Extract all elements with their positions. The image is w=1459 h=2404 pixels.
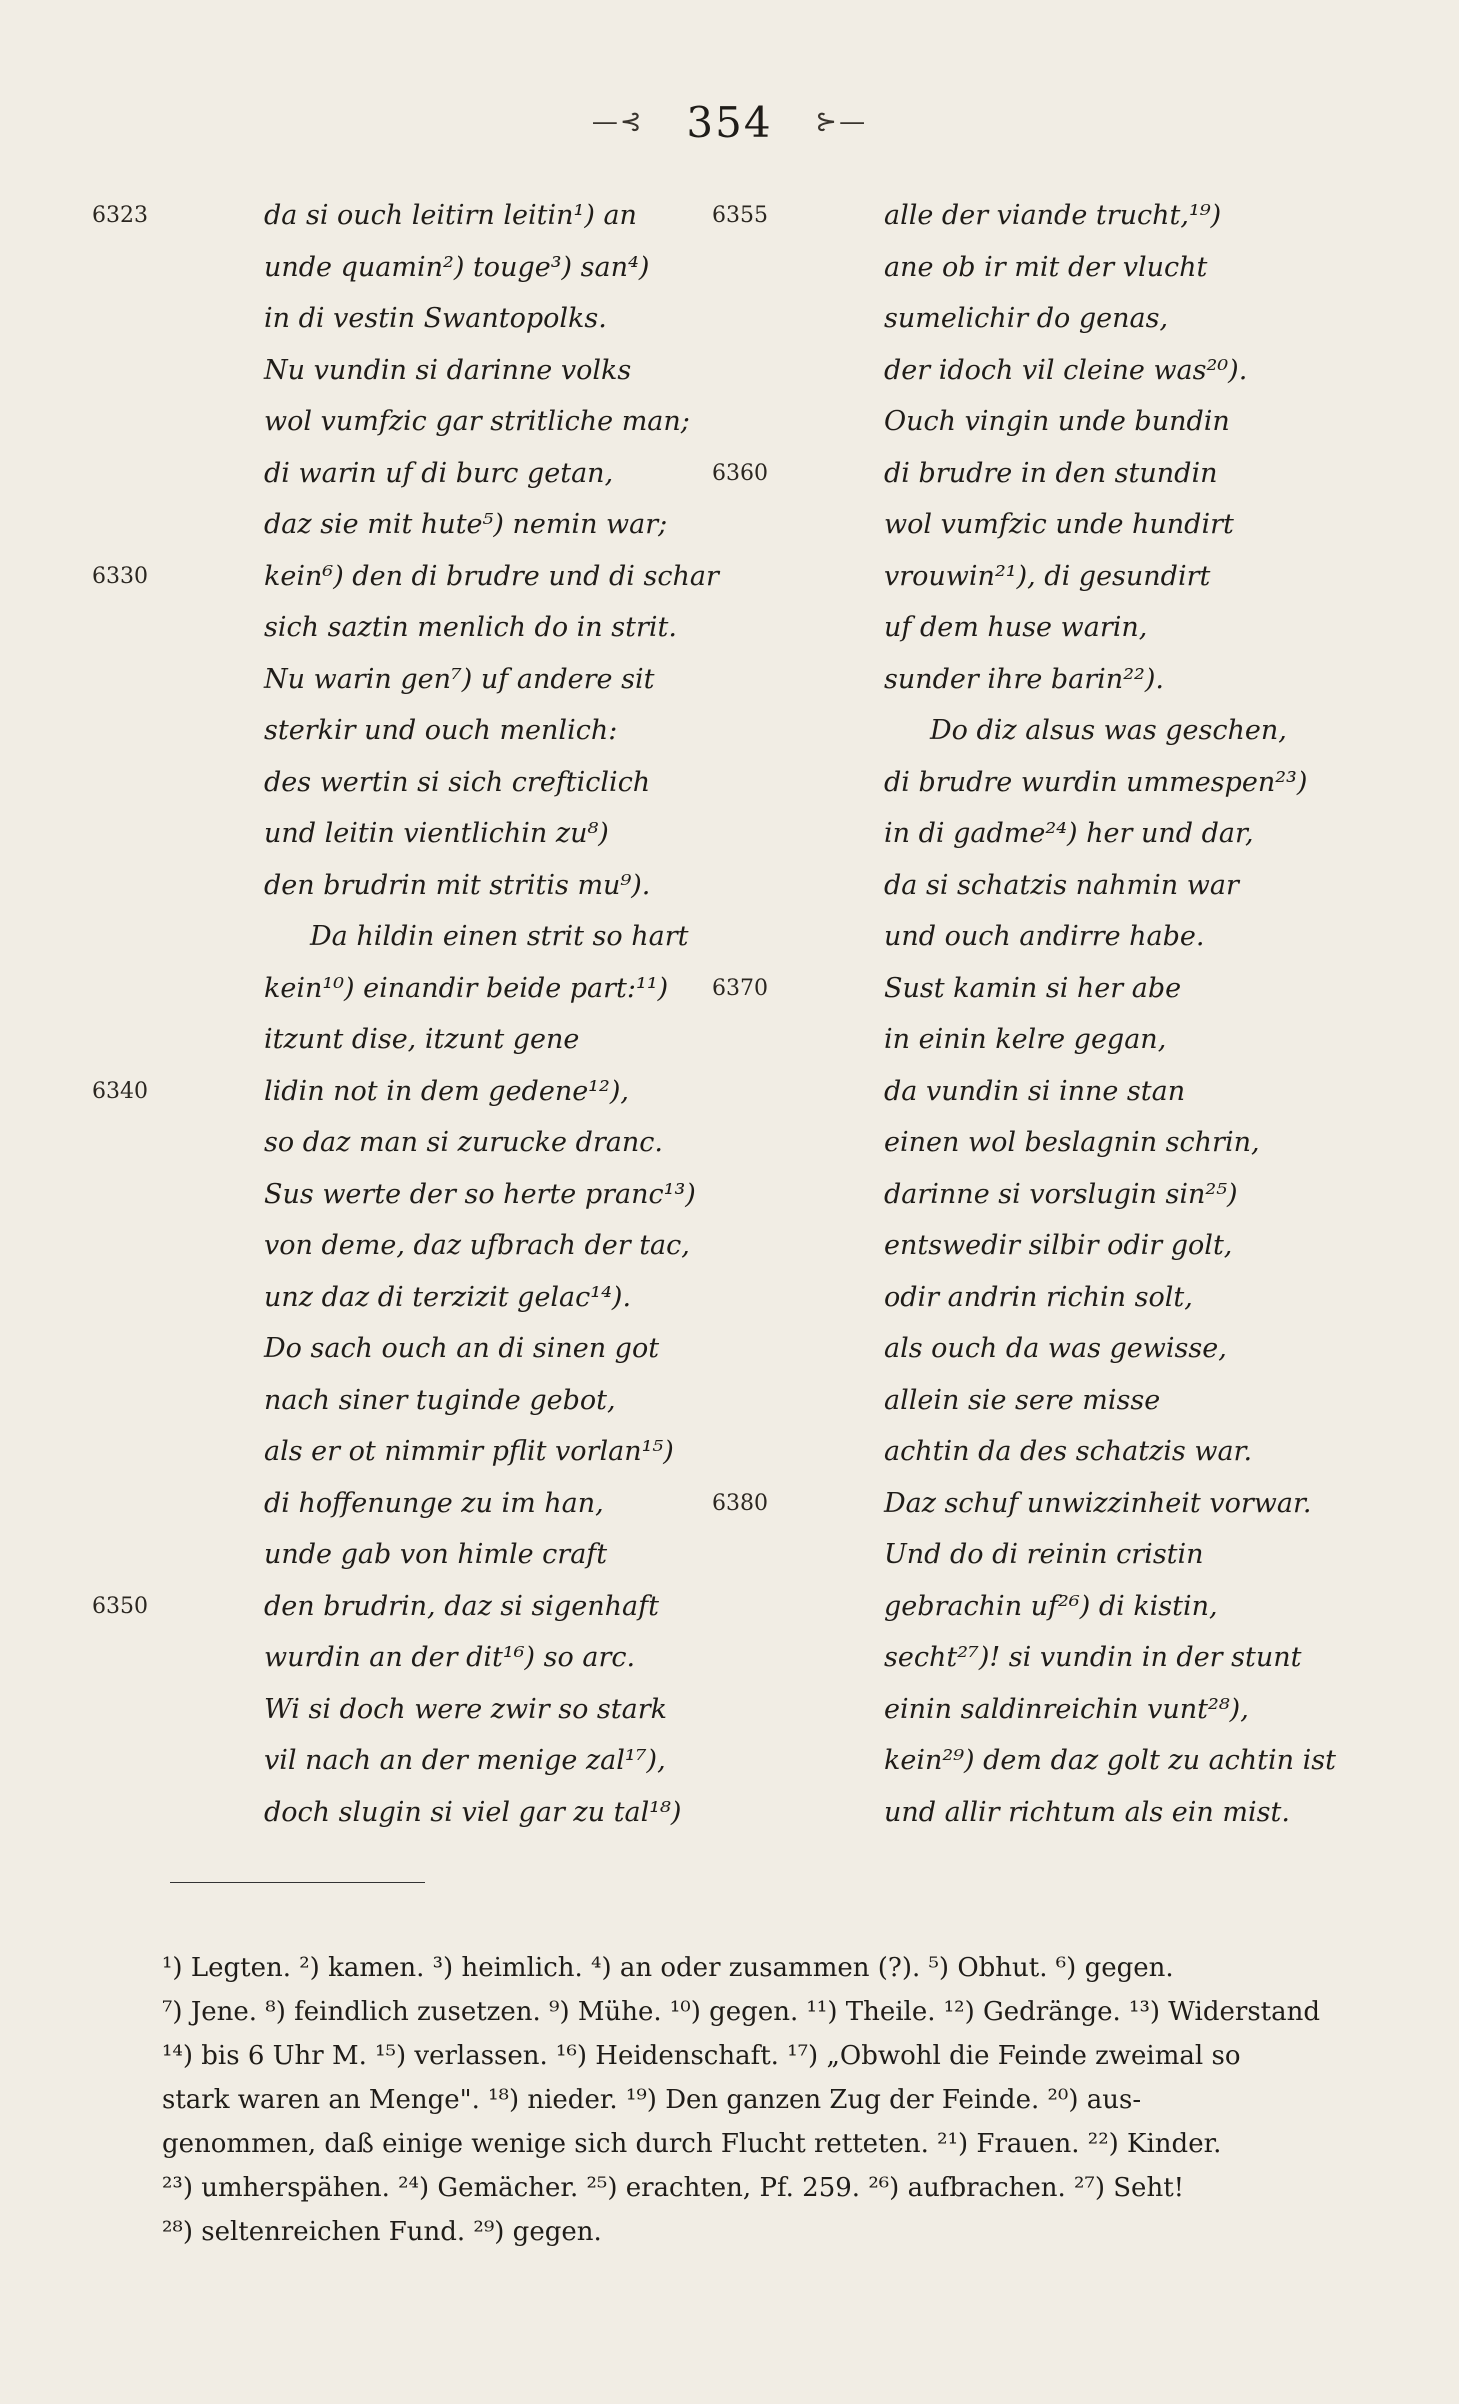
verse-text: Do sach ouch an di sinen got xyxy=(264,1333,660,1364)
verse-line xyxy=(800,1117,1400,1169)
verse-line xyxy=(92,1066,740,1118)
verse-line xyxy=(800,602,1400,654)
verse-text: darinne si vorslugin sin²⁵) xyxy=(884,1178,1238,1210)
verse-text: wol vumfzic unde hundirt xyxy=(884,509,1234,540)
verse-text: Daz schuf unwizzinheit vorwar. xyxy=(884,1487,1312,1519)
verse-text: und ouch andirre habe. xyxy=(884,921,1205,952)
verse-line xyxy=(800,345,1400,397)
verse-text: allein sie sere misse xyxy=(884,1384,1161,1416)
verse-text: sumelichir do genas, xyxy=(884,303,1169,334)
verse-text: des wertin si sich crefticlich xyxy=(264,766,651,798)
verse-line xyxy=(180,911,740,963)
verse-line xyxy=(180,1529,740,1581)
verse-text: lidin not in dem gedene¹²), xyxy=(264,1075,629,1107)
verse-line xyxy=(92,1581,740,1633)
verse-text: alle der viande trucht,¹⁹) xyxy=(884,200,1222,231)
line-number: 6330 xyxy=(92,563,148,589)
verse-text: daz sie mit hute⁵) nemin war; xyxy=(264,509,668,540)
verse-text: kein²⁹) dem daz golt zu achtin ist xyxy=(884,1745,1336,1776)
verse-line xyxy=(800,1375,1400,1427)
verse-line xyxy=(180,1478,740,1530)
verse-text: di brudre in den stundin xyxy=(884,457,1218,489)
verse-line xyxy=(180,757,740,809)
verse-line xyxy=(800,705,1400,757)
verse-line xyxy=(800,1581,1400,1633)
verse-text: als er ot nimmir pflit vorlan¹⁵) xyxy=(264,1436,674,1467)
verse-line xyxy=(180,448,740,500)
verse-line xyxy=(180,1735,740,1787)
verse-text: in di gadme²⁴) her und dar, xyxy=(884,818,1254,849)
left-ornament: —⊰ xyxy=(591,107,644,137)
verse-text: und leitin vientlichin zu⁸) xyxy=(264,818,609,849)
verse-line xyxy=(800,499,1400,551)
verse-text: di brudre wurdin ummespen²³) xyxy=(884,766,1308,798)
verse-text: di hoffenunge zu im han, xyxy=(264,1487,604,1519)
verse-text: Nu vundin si darinne volks xyxy=(264,354,632,386)
verse-line xyxy=(712,963,1400,1015)
verse-text: kein⁶) den di brudre und di schar xyxy=(264,560,719,592)
verse-line xyxy=(800,551,1400,603)
verse-text: unde gab von himle craft xyxy=(264,1539,608,1570)
verse-text: als ouch da was gewisse, xyxy=(884,1333,1227,1364)
left-verse-column xyxy=(92,190,740,1838)
verse-text: unde quamin²) tougе³) san⁴) xyxy=(264,251,650,283)
verse-text: und allir richtum als ein mist. xyxy=(884,1796,1290,1828)
verse-text: achtin da des schatzis war. xyxy=(884,1436,1253,1467)
verse-text: in einin kelre gegan, xyxy=(884,1024,1167,1055)
right-verse-column xyxy=(712,190,1400,1838)
verse-line xyxy=(180,705,740,757)
verse-text: Und do di reinin cristin xyxy=(884,1539,1204,1570)
verse-line xyxy=(180,1426,740,1478)
footnote-line: ⁷) Jene. ⁸) feindlich zusetzen. ⁹) Mühe. ¹⁰) gegen. ¹¹) Theile. ¹²) Gedränge. ¹³) Widerstand xyxy=(162,1997,1321,2027)
verse-text: vil nach an der menige zal¹⁷), xyxy=(264,1745,666,1776)
verse-line xyxy=(800,242,1400,294)
verse-text: der idoch vil cleine was²⁰). xyxy=(884,354,1248,386)
verse-line xyxy=(180,1684,740,1736)
verse-line xyxy=(180,1117,740,1169)
verse-text: von deme, daz ufbrach der tac, xyxy=(264,1230,690,1261)
verse-text: Wi si doch were zwir so stark xyxy=(264,1693,667,1725)
verse-text: gebrachin uf²⁶) di kistin, xyxy=(884,1590,1218,1622)
verse-text: einin saldinreichin vunt²⁸), xyxy=(884,1693,1249,1725)
verse-text: ane ob ir mit der vlucht xyxy=(884,251,1208,283)
verse-text: einen wol beslagnin schrin, xyxy=(884,1127,1260,1158)
verse-text: doch slugin si viel gar zu tal¹⁸) xyxy=(264,1796,682,1828)
verse-line xyxy=(180,1375,740,1427)
verse-line xyxy=(180,242,740,294)
verse-line xyxy=(180,860,740,912)
verse-text: Da hildin einen strit so hart xyxy=(310,921,689,952)
verse-line xyxy=(180,1272,740,1324)
verse-line xyxy=(800,1169,1400,1221)
verse-line xyxy=(180,396,740,448)
line-number: 6370 xyxy=(712,975,768,1001)
verse-text: nach siner tuginde gebot, xyxy=(264,1384,616,1416)
verse-line xyxy=(180,963,740,1015)
verse-text: in di vestin Swantopolks. xyxy=(264,303,607,334)
footnote-line: genommen, daß einige wenige sich durch Flucht retteten. ²¹) Frauen. ²²) Kinder. xyxy=(162,2129,1222,2159)
verse-text: den brudrin, daz si sigenhaft xyxy=(264,1590,659,1622)
verse-text: entswedir silbir odir golt, xyxy=(884,1230,1233,1261)
verse-text: sich saztin menlich do in strit. xyxy=(264,612,677,643)
footnote-line: ¹) Legten. ²) kamen. ³) heimlich. ⁴) an oder zusammen (?). ⁵) Obhut. ⁶) gegen. xyxy=(162,1953,1174,1983)
footnote-line: ²³) umherspähen. ²⁴) Gemächer. ²⁵) erachten, Pf. 259. ²⁶) aufbrachen. ²⁷) Seht! xyxy=(162,2173,1185,2203)
line-number: 6323 xyxy=(92,203,148,228)
verse-text: wol vumfzic gar stritliche man; xyxy=(264,406,690,437)
verse-line xyxy=(180,602,740,654)
verse-line xyxy=(180,345,740,397)
verse-line xyxy=(800,1272,1400,1324)
verse-line xyxy=(800,293,1400,345)
verse-line xyxy=(800,1220,1400,1272)
line-number: 6340 xyxy=(92,1078,148,1104)
verse-line xyxy=(180,499,740,551)
right-ornament: ⊱— xyxy=(815,107,868,137)
footnote-line: stark waren an Menge". ¹⁸) nieder. ¹⁹) Den ganzen Zug der Feinde. ²⁰) aus- xyxy=(162,2085,1142,2115)
line-number: 6380 xyxy=(712,1490,768,1516)
line-number: 6355 xyxy=(712,203,768,228)
verse-text: kein¹⁰) einandir beide part:¹¹) xyxy=(264,972,669,1004)
verse-line xyxy=(712,190,1400,242)
verse-line xyxy=(180,1632,740,1684)
verse-line xyxy=(180,808,740,860)
verse-line xyxy=(92,551,740,603)
verse-text: vrouwin²¹), di gesundirt xyxy=(884,560,1211,592)
footnote-line: ²⁸) seltenreichen Fund. ²⁹) gegen. xyxy=(162,2217,602,2247)
verse-line xyxy=(800,911,1400,963)
footnote-separator xyxy=(170,1882,425,1883)
verse-line xyxy=(712,1478,1400,1530)
verse-line xyxy=(800,654,1400,706)
verse-text: so daz man si zurucke dranc. xyxy=(264,1127,663,1158)
verse-text: Nu warin gen⁷) uf andere sit xyxy=(264,663,655,695)
verse-line xyxy=(800,1426,1400,1478)
verse-text: unz daz di terzizit gelac¹⁴). xyxy=(264,1281,632,1313)
verse-line xyxy=(180,1220,740,1272)
footnotes xyxy=(162,1946,1390,2254)
verse-text: den brudrin mit stritis mu⁹). xyxy=(264,869,651,901)
verse-line xyxy=(180,654,740,706)
verse-line xyxy=(92,190,740,242)
verse-text: wurdin an der dit¹⁶) so arc. xyxy=(264,1642,636,1673)
verse-line xyxy=(800,1684,1400,1736)
verse-text: secht²⁷)! si vundin in der stunt xyxy=(884,1642,1302,1673)
verse-text: Do diz alsus was geschen, xyxy=(930,715,1287,746)
verse-line xyxy=(800,1066,1400,1118)
verse-line xyxy=(180,293,740,345)
verse-line xyxy=(800,396,1400,448)
verse-text: Sust kamin si her abe xyxy=(884,972,1182,1004)
verse-line xyxy=(180,1787,740,1839)
verse-line xyxy=(800,1529,1400,1581)
verse-text: sterkir und ouch menlich: xyxy=(264,715,618,746)
verse-text: da vundin si inne stan xyxy=(884,1075,1186,1107)
verse-text: odir andrin richin solt, xyxy=(884,1281,1193,1313)
verse-text: Sus werte der so herte pranc¹³) xyxy=(264,1178,696,1210)
line-number: 6350 xyxy=(92,1593,148,1619)
verse-text: sunder ihre barin²²). xyxy=(884,663,1164,695)
page-number: 354 xyxy=(686,97,773,147)
verse-line xyxy=(180,1169,740,1221)
page-header xyxy=(0,96,1459,147)
verse-line xyxy=(180,1014,740,1066)
verse-line xyxy=(800,808,1400,860)
verse-text: uf dem huse warin, xyxy=(884,612,1148,643)
verse-line xyxy=(800,1735,1400,1787)
verse-line xyxy=(180,1323,740,1375)
footnote-line: ¹⁴) bis 6 Uhr M. ¹⁵) verlassen. ¹⁶) Heidenschaft. ¹⁷) „Obwohl die Feinde zweimal so xyxy=(162,2041,1241,2071)
verse-line xyxy=(800,1787,1400,1839)
verse-text: Ouch vingin unde bundin xyxy=(884,406,1230,437)
verse-text: da si ouch leitirn leitin¹) an xyxy=(264,200,637,231)
line-number: 6360 xyxy=(712,460,768,486)
verse-line xyxy=(800,860,1400,912)
verse-line xyxy=(800,1014,1400,1066)
verse-line xyxy=(800,1323,1400,1375)
verse-text: di warin uf di burc getan, xyxy=(264,457,614,489)
verse-text: itzunt dise, itzunt gene xyxy=(264,1024,580,1055)
verse-line xyxy=(712,448,1400,500)
verse-text: da si schatzis nahmin war xyxy=(884,869,1239,901)
verse-line xyxy=(800,757,1400,809)
verse-line xyxy=(800,1632,1400,1684)
